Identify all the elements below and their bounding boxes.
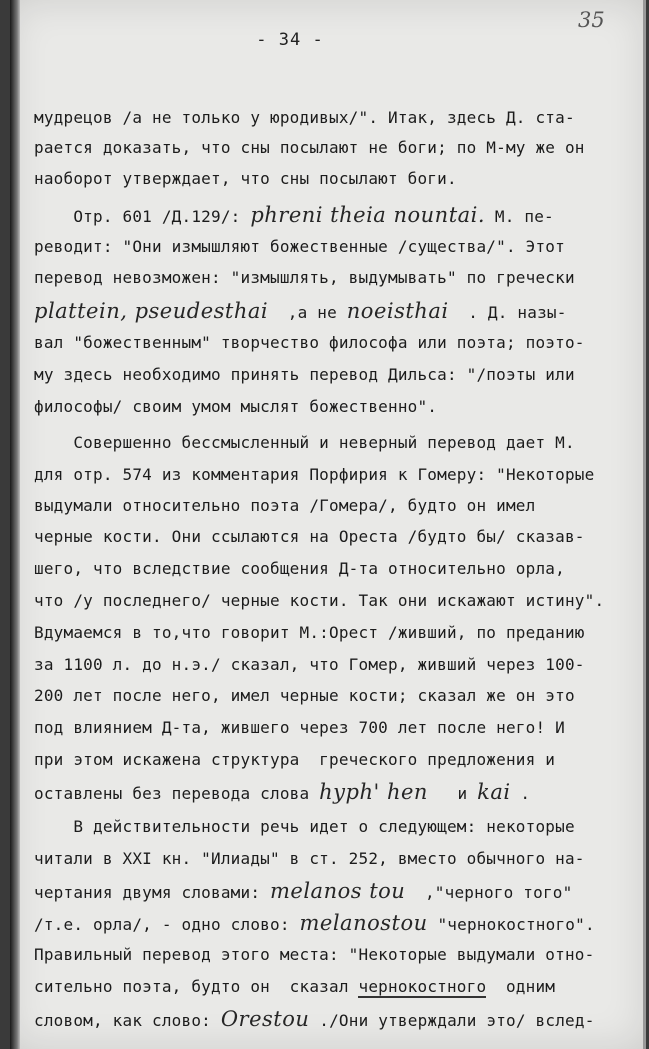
typed-text: что /у последнего/ черные кости. Так они искажают истину". — [34, 591, 605, 610]
text-line — [34, 554, 640, 584]
page-number: - 34 - — [256, 30, 324, 50]
typed-text: Правильный перевод этого места: "Некоторые выдумали отно- — [34, 945, 595, 964]
typed-text: Отр. 601 /Д.129/: — [34, 207, 251, 226]
typed-text: словом, как слово: — [34, 1011, 221, 1030]
text-line — [34, 681, 640, 711]
typed-text: . Д. назы- — [448, 303, 567, 322]
typed-text: черные кости. Они ссылаются на Ореста /будто бы/ сказав- — [34, 527, 585, 546]
typed-text: ,а не — [268, 303, 347, 322]
typed-text: сительно поэта, будто он сказал — [34, 977, 359, 996]
typed-text: шего, что вследствие сообщения Д-та относительно орла, — [34, 559, 565, 578]
typed-text: и — [427, 784, 478, 803]
handwritten-greek: kai — [477, 780, 511, 804]
typed-text: Совершенно бессмысленный и неверный перевод дает М. — [34, 433, 575, 452]
typed-text: ./Они утверждали это/ вслед- — [309, 1011, 595, 1030]
text-line — [34, 812, 640, 842]
text-line — [34, 103, 640, 133]
text-line — [34, 133, 640, 163]
typed-text: Вдумаемся в то,что говорит М.:Орест /живший, по преданию — [34, 623, 585, 642]
handwritten-greek: melanos tou — [270, 879, 406, 903]
text-line — [34, 713, 640, 743]
handwritten-greek: plattein, pseudesthai — [34, 299, 269, 323]
text-line — [34, 777, 640, 807]
handwritten-greek: melanostou — [299, 911, 428, 935]
typed-text: /т.е. орла/, - одно слово: — [34, 915, 300, 934]
typed-text: при этом искажена структура греческого предложения и — [34, 750, 556, 769]
document-page — [10, 0, 646, 1049]
text-line — [34, 200, 640, 230]
text-line — [34, 522, 640, 552]
typed-text: В действительности речь идет о следующем: некоторые — [34, 817, 575, 836]
page-edge-shadow — [10, 0, 20, 1049]
typed-text: за 1100 л. до н.э./ сказал, что Гомер, живший через 100- — [34, 655, 585, 674]
text-line — [34, 428, 640, 458]
text-line — [34, 972, 640, 1002]
text-line — [34, 650, 640, 680]
archive-page-number: 35 — [578, 8, 605, 32]
handwritten-greek: noeisthai — [346, 299, 449, 323]
text-line — [34, 360, 640, 390]
text-line — [34, 491, 640, 521]
text-line — [34, 460, 640, 490]
handwritten-greek: phreni theia nountai. — [250, 203, 486, 227]
typed-text: одним — [486, 977, 556, 996]
typed-text: читали в XXI кн. "Илиады" в ст. 252, вместо обычного на- — [34, 849, 585, 868]
typed-text: философы/ своим умом мыслят божественно". — [34, 397, 438, 416]
text-line — [34, 876, 640, 906]
typed-text: наоборот утверждает, что сны посылают боги. — [34, 169, 457, 188]
text-line — [34, 328, 640, 358]
typed-text: перевод невозможен: "измышлять, выдумывать" по гречески — [34, 268, 575, 287]
text-line — [34, 940, 640, 970]
typed-text: рается доказать, что сны посылают не боги; по М-му же он — [34, 138, 585, 157]
page-edge-right — [643, 0, 646, 1049]
typed-text: оставлены без перевода слова — [34, 784, 320, 803]
typed-text: му здесь необходимо принять перевод Дильса: "/поэты или — [34, 365, 575, 384]
typed-text: М. пе- — [485, 207, 554, 226]
typed-text: выдумали относительно поэта /Гомера/, будто он имел — [34, 496, 536, 515]
text-line — [34, 908, 640, 938]
text-line — [34, 586, 640, 616]
text-line — [34, 263, 640, 293]
text-line — [34, 232, 640, 262]
typed-text: вал "божественным" творчество философа или поэта; поэто- — [34, 333, 585, 352]
typed-text: ,"черного того" — [405, 883, 573, 902]
typed-text: для отр. 574 из комментария Порфирия к Гомеру: "Некоторые — [34, 465, 595, 484]
text-line — [34, 1004, 640, 1034]
handwritten-greek: Orestou — [220, 1007, 310, 1031]
typed-text: мудрецов /а не только у юродивых/". Итак, здесь Д. ста- — [34, 108, 575, 127]
typed-text: "чернокостного". — [427, 915, 595, 934]
text-line — [34, 164, 640, 194]
text-line — [34, 296, 640, 326]
typed-text: 200 лет после него, имел черные кости; сказал же он это — [34, 686, 575, 705]
handwritten-greek: hyph' hen — [319, 780, 428, 804]
underlined-word: чернокостного — [358, 977, 487, 996]
text-line — [34, 392, 640, 422]
typed-text: реводит: "Они измышляют божественные /существа/". Этот — [34, 237, 565, 256]
text-line — [34, 844, 640, 874]
text-line — [34, 618, 640, 648]
text-line — [34, 745, 640, 775]
typed-text: . — [510, 784, 531, 803]
typed-text: чертания двумя словами: — [34, 883, 270, 902]
typed-text: под влиянием Д-та, жившего через 700 лет после него! И — [34, 718, 565, 737]
